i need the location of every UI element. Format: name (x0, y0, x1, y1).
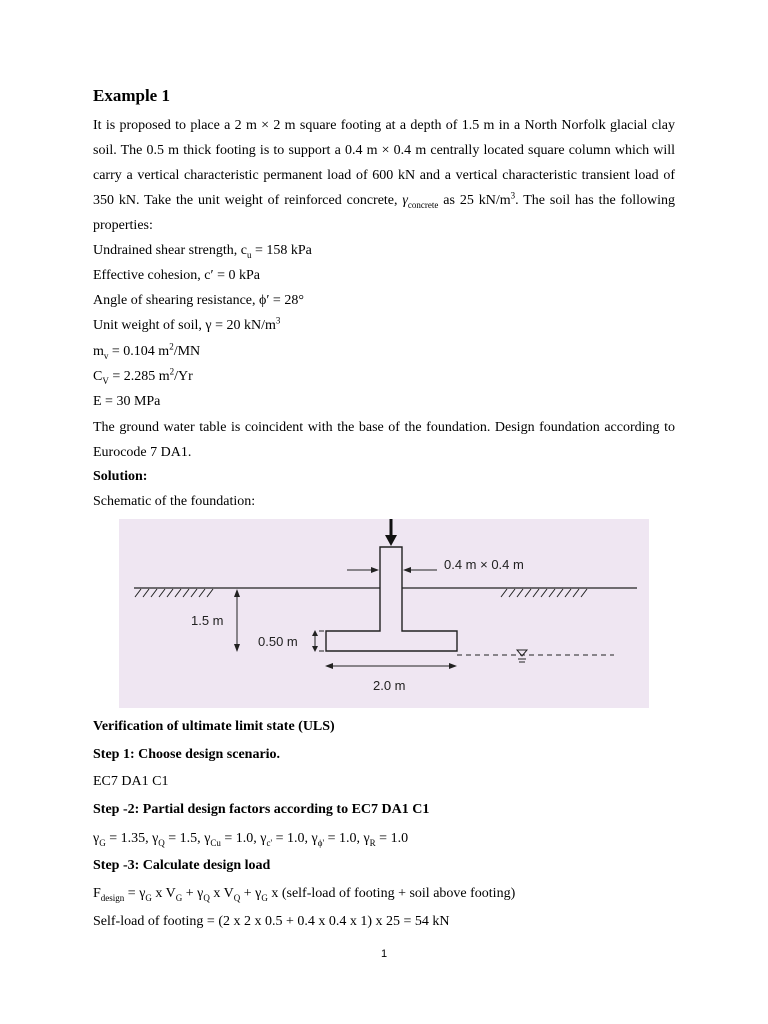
gamma-c: γ (260, 831, 267, 846)
value-q: = 1.5, (164, 831, 205, 846)
example-heading: Example 1 (93, 86, 170, 105)
f-symbol: F (93, 886, 101, 901)
foundation-schematic (119, 519, 649, 708)
angle-of-shearing-resistance: Angle of shearing resistance, ϕ′ = 28° (93, 293, 304, 308)
thickness-label: 0.50 m (258, 634, 298, 649)
sub-g: G (99, 837, 106, 848)
groundwater-statement: The ground water table is coincident with the base of the foundation. Design foundation according to Eurocode 7 DA1. (93, 420, 675, 460)
eq-sub-q: Q (203, 892, 210, 903)
unit-weight-of-soil (93, 316, 280, 336)
eq-v-sub-q: Q (233, 892, 241, 903)
equals-sign: = (124, 886, 140, 901)
cu-subscript: u (246, 249, 252, 260)
f-subscript: design (100, 892, 125, 903)
design-load-equation (93, 884, 515, 904)
eq-plus-1: + (182, 886, 198, 901)
unit-superscript: 3 (510, 190, 516, 201)
intro-text-2: as 25 kN/m (438, 193, 511, 208)
intro-text-3: . The soil has the following properties: (93, 193, 675, 233)
sub-c: c' (266, 837, 273, 848)
gamma-subscript: concrete (407, 199, 439, 210)
effective-cohesion: Effective cohesion, c′ = 0 kPa (93, 268, 260, 283)
depth-label: 1.5 m (191, 613, 224, 628)
mv-superscript: 2 (169, 341, 174, 352)
mv-symbol: m (93, 344, 104, 359)
cv-subscript: V (102, 375, 109, 386)
gamma-phi: γ (311, 831, 318, 846)
eq-v-q: V (223, 886, 234, 901)
page-number: 1 (380, 948, 388, 960)
sub-phi: ϕ' (317, 837, 325, 848)
gamma-g: γ (93, 831, 100, 846)
step2-heading: Step -2: Partial design factors according to EC7 DA1 C1 (93, 802, 430, 817)
step1-text: EC7 DA1 C1 (93, 774, 169, 789)
value-cu: = 1.0, (220, 831, 261, 846)
eq-gamma-g: γ (139, 886, 146, 901)
sub-cu: Cu (210, 837, 221, 848)
value-c: = 1.0, (272, 831, 312, 846)
step1-heading: Step 1: Choose design scenario. (93, 747, 281, 762)
eq-times-2: x (209, 886, 224, 901)
eq-gamma-q: γ (197, 886, 204, 901)
solution-label: Solution: (93, 469, 148, 484)
mv-value: = 0.104 m (108, 344, 170, 359)
uls-heading: Verification of ultimate limit state (ULS) (93, 719, 335, 734)
eq-sub-g: G (145, 892, 152, 903)
unit-weight-label: Unit weight of soil, γ = 20 kN/m (93, 318, 276, 333)
eq-times-1: x (151, 886, 166, 901)
cu-value: = 158 kPa (251, 243, 312, 258)
problem-statement (93, 113, 675, 238)
cu-label: Undrained shear strength, c (93, 243, 247, 258)
cv-property (93, 367, 193, 387)
mv-property (93, 342, 200, 362)
value-r: = 1.0 (375, 831, 409, 846)
intro-text-1: It is proposed to place a 2 m × 2 m square footing at a depth of 1.5 m in a North Norfolk glacial clay soil. The 0.5 m thick footing is to support a 0.4 m × 0.4 m centrally located square column which will carry a vertical characteristic permanent load of 600 kN and a vertical characteristic transient load of 350 kN. Take the unit weight of reinforced concrete, (93, 118, 675, 208)
unit-weight-superscript: 3 (275, 315, 281, 326)
undrained-shear-strength (93, 241, 312, 261)
cv-symbol: C (93, 369, 103, 384)
gamma-cu: γ (204, 831, 211, 846)
step3-heading: Step -3: Calculate design load (93, 858, 271, 873)
cv-unit: /Yr (174, 369, 193, 384)
eq-v-g: V (165, 886, 176, 901)
gamma-r: γ (363, 831, 370, 846)
width-label: 2.0 m (373, 678, 406, 693)
partial-factors (93, 829, 408, 849)
mv-subscript: v (103, 350, 109, 361)
eq-plus-2: + (240, 886, 256, 901)
foundation-diagram (119, 519, 649, 708)
sub-r: R (369, 837, 376, 848)
elastic-modulus: E = 30 MPa (93, 394, 161, 409)
sub-q: Q (158, 837, 165, 848)
value-g: = 1.35, (105, 831, 153, 846)
cv-value: = 2.285 m (108, 369, 170, 384)
gamma-q: γ (152, 831, 159, 846)
mv-unit: /MN (173, 344, 201, 359)
self-load-calculation: Self-load of footing = (2 x 2 x 0.5 + 0.4 x 0.4 x 1) x 25 = 54 kN (93, 914, 450, 929)
column-size-label: 0.4 m × 0.4 m (444, 557, 524, 572)
cv-superscript: 2 (169, 366, 175, 377)
eq-gamma-g-2: γ (255, 886, 262, 901)
eq-tail: x (self-load of footing + soil above footing) (267, 886, 516, 901)
value-phi: = 1.0, (324, 831, 364, 846)
schematic-caption: Schematic of the foundation: (93, 494, 256, 509)
eq-v-sub-g: G (175, 892, 183, 903)
gamma-symbol: γ (402, 193, 408, 208)
eq-sub-g-2: G (261, 892, 268, 903)
